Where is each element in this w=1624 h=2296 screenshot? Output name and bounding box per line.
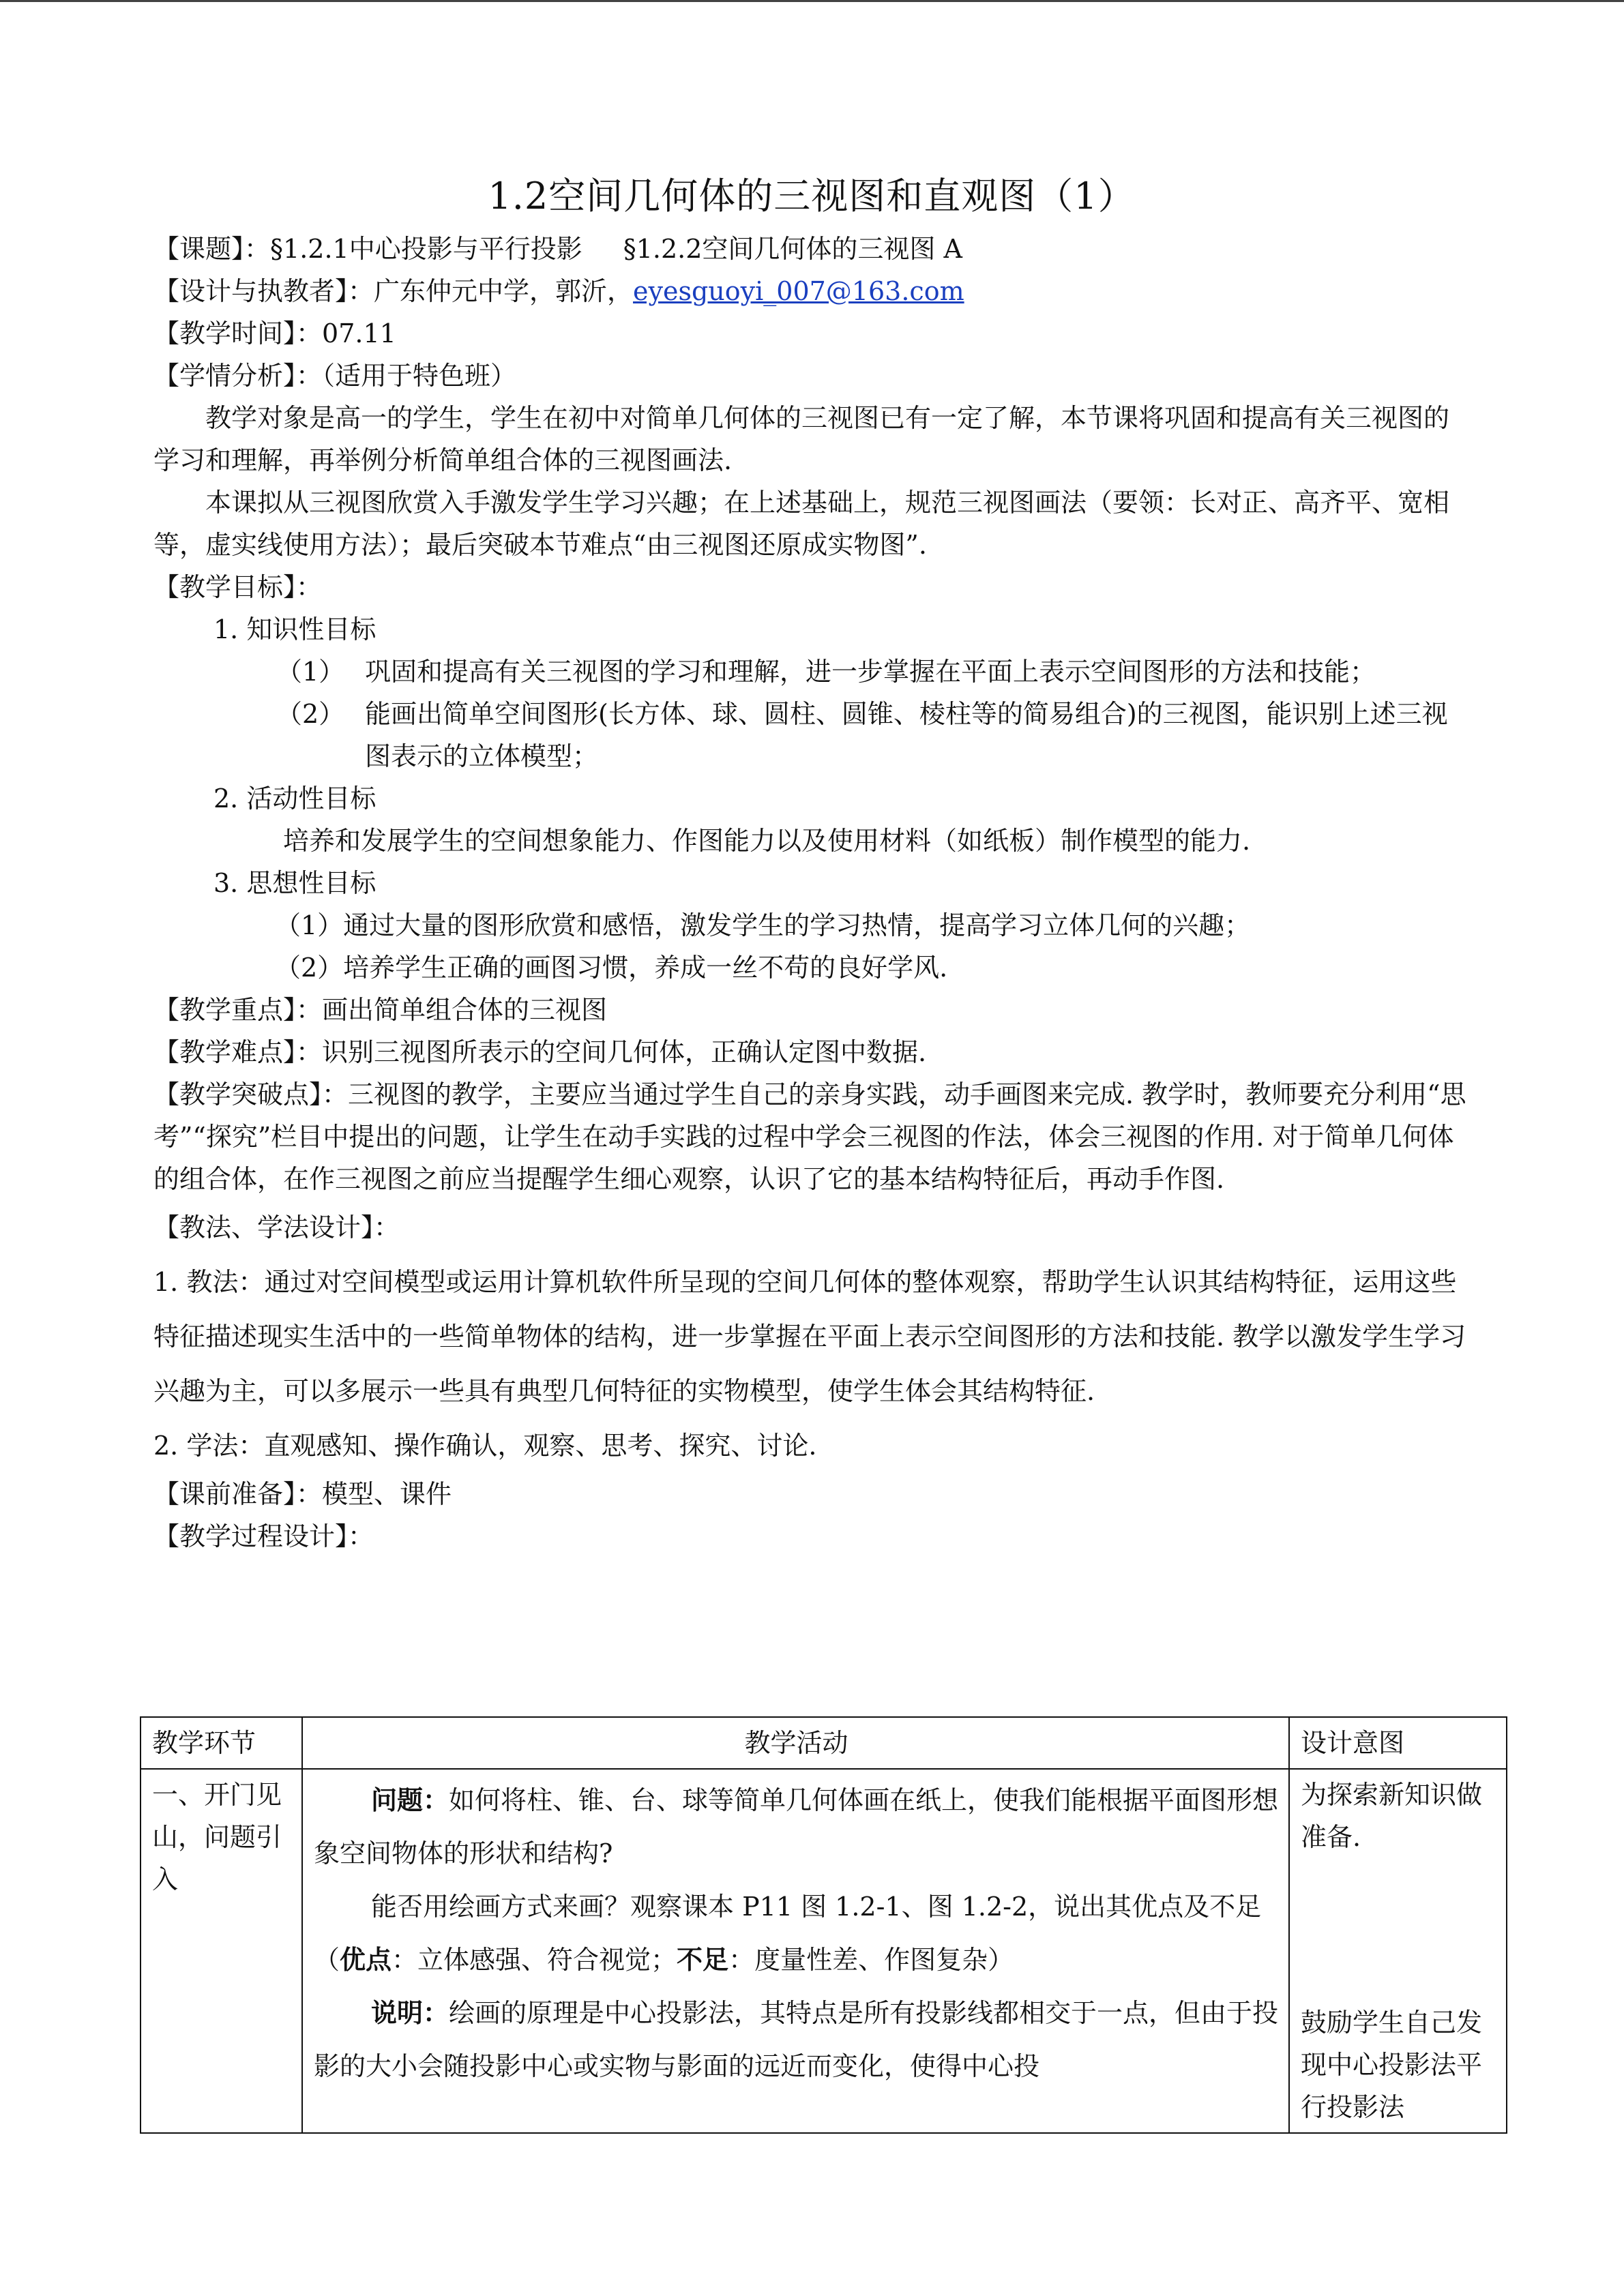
difficulty-label: 【教学难点】： — [153, 1037, 323, 1067]
breakthrough-text: 三视图的教学，主要应当通过学生自己的亲身实践，动手画图来完成. 教学时，教师要充分利用“思考”“探究”栏目中提出的问题，让学生在动手实践的过程中学会三视图的作法，体会三视图的作用. 对于简单几何体的组合体，在作三视图之前应当提醒学生细心观察，认识了它的基本结构特征后，再动手作图. — [153, 1079, 1466, 1194]
stage-text: 一、开门见山，问题引入 — [152, 1780, 282, 1894]
disadvantage-label: 不足 — [677, 1944, 729, 1975]
time-value: 07.11 — [322, 318, 396, 348]
disadvantage-text: ：度量性差、作图复杂） — [728, 1945, 1014, 1975]
teaching-method: 1. 教法：通过对空间模型或运用计算机软件所呈现的空间几何体的整体观察，帮助学生认识其结构特征，运用这些特征描述现实生活中的一些简单物体的结构，进一步掌握在平面上表示空间图形的方法和技能. 教学以激发学生学习兴趣为主，可以多展示一些具有典型几何特征的实物模型，使学生体会其结构特征. — [153, 1267, 1466, 1406]
advantage-label: 优点 — [340, 1944, 392, 1975]
note-label: 说明： — [371, 1997, 449, 2028]
breakthrough-label: 【教学突破点】： — [153, 1079, 349, 1109]
item-number: （2） — [276, 699, 345, 729]
topic-b: §1.2.2空间几何体的三视图 A — [623, 234, 962, 264]
note-text: 绘画的原理是中心投影法，其特点是所有投影线都相交于一点，但由于投影的大小会随投影中心或实物与影面的远近而变化，使得中心投 — [314, 1998, 1279, 2081]
analysis-paragraph-2: 本课拟从三视图欣赏入手激发学生学习兴趣；在上述基础上，规范三视图画法（要领：长对正、高齐平、宽相等，虚实线使用方法）；最后突破本节难点“由三视图还原成实物图”. — [153, 488, 1450, 560]
activity-cell — [302, 1769, 1289, 2133]
email-link[interactable]: eyesguoyi_007@163.com — [633, 276, 964, 306]
learning-method: 2. 学法：直观感知、操作确认，观察、思考、探究、讨论. — [153, 1431, 817, 1461]
table-row — [141, 1769, 1507, 2133]
designer-line — [153, 270, 1470, 312]
item-text: 巩固和提高有关三视图的学习和理解，进一步掌握在平面上表示空间图形的方法和技能； — [365, 657, 1376, 687]
knowledge-item-2 — [153, 693, 1470, 777]
designer-label: 【设计与执教者】： — [153, 276, 374, 306]
drawing-paragraph — [314, 1880, 1279, 1986]
stage-cell — [141, 1769, 302, 2133]
teaching-process-table — [140, 1716, 1507, 2134]
drawing-text: 能否用绘画方式来画？观察课本 P11 图 1.2-1、图 1.2-2，说出其优点及不足（ — [314, 1892, 1262, 1975]
header-intent: 设计意图 — [1289, 1717, 1507, 1769]
activity-objective-text: 培养和发展学生的空间想象能力、作图能力以及使用材料（如纸板）制作模型的能力. — [283, 826, 1251, 856]
time-label: 【教学时间】： — [153, 318, 323, 348]
difficulty-text: 识别三视图所表示的空间几何体，正确认定图中数据. — [322, 1037, 927, 1067]
intent-text-1: 为探索新知识做准备. — [1301, 1780, 1483, 1852]
time-line — [153, 312, 1470, 355]
difficulty-line — [153, 1031, 1470, 1073]
question-text: 如何将柱、锥、台、球等简单几何体画在纸上，使我们能根据平面图形想象空间物体的形状和结构? — [314, 1785, 1279, 1868]
header-activity: 教学活动 — [302, 1717, 1289, 1769]
header-stage: 教学环节 — [141, 1717, 302, 1769]
knowledge-objective-title: 1. 知识性目标 — [213, 614, 377, 644]
item-text: 能画出简单空间图形(长方体、球、圆柱、圆锥、棱柱等的简易组合)的三视图，能识别上述三视图表示的立体模型； — [365, 699, 1448, 771]
knowledge-item-1 — [153, 651, 1470, 693]
breakthrough-paragraph — [153, 1073, 1470, 1200]
focus-line — [153, 989, 1470, 1031]
page-title: 1.2空间几何体的三视图和直观图（1） — [488, 175, 1136, 218]
analysis-paragraph-1: 教学对象是高一的学生，学生在初中对简单几何体的三视图已有一定了解，本节课将巩固和提高有关三视图的学习和理解，再举例分析简单组合体的三视图画法. — [153, 403, 1450, 475]
thought-objective-title: 3. 思想性目标 — [213, 868, 377, 898]
intent-text-2: 鼓励学生自己发现中心投影法平行投影法 — [1301, 2008, 1483, 2122]
table-header-row — [141, 1717, 1507, 1769]
top-border — [0, 0, 1624, 2]
prep-label: 【课前准备】： — [153, 1479, 323, 1509]
methods-label: 【教法、学法设计】： — [153, 1212, 400, 1242]
item-number: （1） — [276, 657, 345, 687]
question-label: 问题： — [371, 1785, 449, 1815]
topic-label: 【课题】： — [153, 234, 271, 264]
designer-name: 广东仲元中学，郭沂， — [374, 276, 634, 306]
objectives-label: 【教学目标】： — [153, 572, 323, 602]
analysis-note: （适用于特色班） — [322, 361, 517, 391]
prep-line — [153, 1473, 1470, 1515]
thought-item-2: （2）培养学生正确的画图习惯，养成一丝不苟的良好学风. — [275, 953, 948, 983]
process-label: 【教学过程设计】： — [153, 1521, 374, 1551]
analysis-label: 【学情分析】： — [153, 361, 323, 391]
note-paragraph — [314, 1986, 1279, 2093]
topic-line — [153, 228, 1470, 270]
topic-a: §1.2.1中心投影与平行投影 — [270, 234, 582, 264]
activity-objective-title: 2. 活动性目标 — [213, 784, 377, 814]
thought-item-1: （1）通过大量的图形欣赏和感悟，激发学生的学习热情，提高学习立体几何的兴趣； — [275, 910, 1251, 940]
prep-text: 模型、课件 — [322, 1479, 452, 1509]
advantage-text: ：立体感强、符合视觉； — [392, 1945, 677, 1975]
analysis-line — [153, 355, 1470, 397]
focus-label: 【教学重点】： — [153, 995, 323, 1025]
intent-cell — [1289, 1769, 1507, 2133]
lesson-plan-body — [153, 169, 1470, 1557]
focus-text: 画出简单组合体的三视图 — [322, 995, 608, 1025]
question-paragraph — [314, 1774, 1279, 1880]
